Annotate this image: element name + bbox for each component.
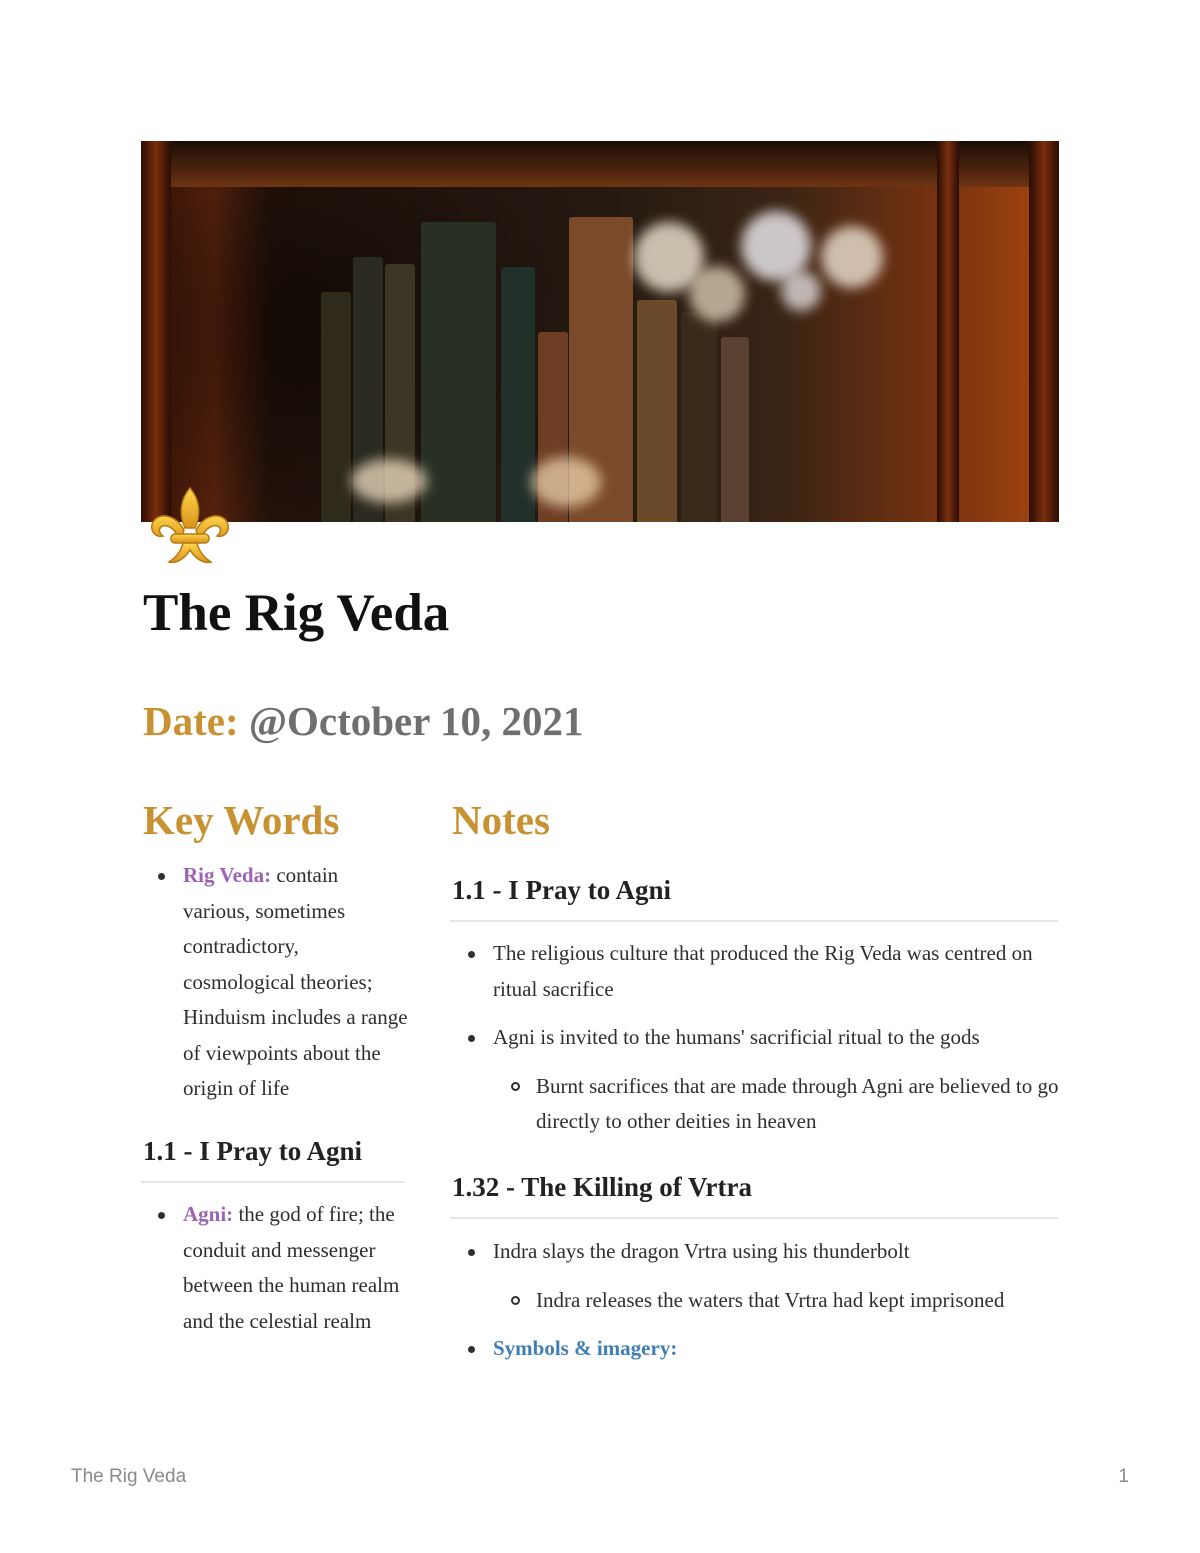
list-item: Agni is invited to the humans' sacrificial ritual to the gods	[451, 1020, 1061, 1056]
agni-notes-list	[451, 936, 1061, 1153]
date-mention[interactable]: @October 10, 2021	[248, 698, 584, 744]
date-label: Date:	[143, 698, 239, 744]
list-item	[141, 858, 409, 1107]
term-agni: Agni:	[183, 1202, 234, 1226]
list-item: Indra slays the dragon Vrtra using his thunderbolt	[451, 1234, 1061, 1270]
term-definition: the god of fire; the conduit and messenger between the human realm and the celestial realm	[183, 1202, 400, 1333]
notes-section-vrtra-heading: 1.32 - The Killing of Vrtra	[452, 1172, 752, 1202]
date-property	[143, 697, 583, 745]
vrtra-notes-list	[451, 1234, 1061, 1380]
list-item	[141, 1197, 409, 1339]
list-item: The religious culture that produced the Rig Veda was centred on ritual sacrifice	[451, 936, 1061, 1007]
key-words-list	[141, 858, 409, 1120]
key-words-heading: Key Words	[143, 797, 340, 843]
heading-divider	[141, 1181, 405, 1183]
heading-divider	[450, 1217, 1058, 1219]
page-title: The Rig Veda	[143, 584, 450, 642]
list-item	[451, 1331, 1061, 1367]
page-number: 1	[1118, 1466, 1129, 1487]
term-definition: contain various, sometimes contradictory, cosmological theories; Hinduism includes a range of viewpoints about the origin of life	[183, 863, 408, 1100]
cover-image	[141, 141, 1059, 522]
key-words-section-heading: 1.1 - I Pray to Agni	[143, 1136, 362, 1166]
agni-key-words-list	[141, 1197, 409, 1352]
sub-list-item: Burnt sacrifices that are made through Agni are believed to go directly to other deities in heaven	[451, 1069, 1061, 1140]
fleur-de-lis-icon	[147, 484, 233, 568]
footer-title: The Rig Veda	[71, 1466, 187, 1487]
sub-list-item: Indra releases the waters that Vrtra had kept imprisoned	[451, 1283, 1061, 1319]
term-rig-veda: Rig Veda:	[183, 863, 272, 887]
heading-divider	[450, 920, 1058, 922]
notes-section-agni-heading: 1.1 - I Pray to Agni	[452, 875, 671, 905]
symbols-imagery-label: Symbols & imagery:	[493, 1336, 678, 1360]
notes-heading: Notes	[452, 797, 550, 843]
